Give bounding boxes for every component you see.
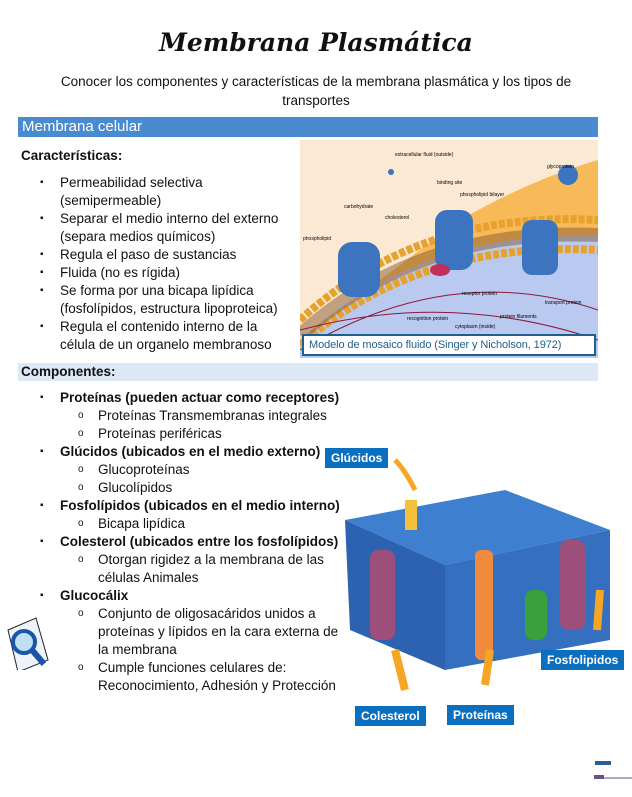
characteristics-list [40,174,290,354]
component-subitem: o Proteínas Transmembranas integrales [40,407,350,425]
figure-caption: Modelo de mosaico fluido (Singer y Nicholson, 1972) [302,334,596,356]
label-colesterol: Colesterol [355,706,426,726]
section-header-membrana: Membrana celular [18,117,598,137]
label-proteinas: Proteínas [447,705,514,725]
component-subitem: o Cumple funciones celulares de: Reconocimiento, Adhesión y Protección [40,659,350,695]
label-extracellular: extracellular fluid (outside) [395,152,454,158]
label-binding-site: binding site [437,180,463,186]
label-transport: transport protein [545,300,582,306]
label-receptor: receptor protein [462,291,498,297]
component-item: ▪ Fosfolípidos (ubicados en el medio interno) [40,497,350,515]
label-phospholipid: phospholipid [303,236,332,242]
label-glycoprotein: glycoprotein [547,164,574,170]
list-item: ▪ Separar el medio interno del externo (separa medios químicos) [40,210,290,246]
fluid-mosaic-figure [300,140,598,358]
page-corner-decoration [594,755,632,790]
label-carbohydrate: carbohydrate [344,204,374,210]
membrane-illustration [300,140,598,358]
list-item: ▪ Regula el contenido interno de la célula de un organelo membranoso [40,318,290,354]
page-subtitle: Conocer los componentes y características de la membrana plasmática y los tipos de transportes [60,74,572,108]
label-glucidos: Glúcidos [325,448,388,468]
list-item: ▪ Permeabilidad selectiva (semipermeable) [40,174,290,210]
list-item: ▪ Se forma por una bicapa lipídica (fosfolípidos, estructura lipoproteica) [40,282,290,318]
label-filaments: protein filaments [500,314,537,320]
label-recognition: recognition protein [407,316,449,322]
membrane-3d-illustration [325,440,625,730]
magnifier-icon [6,610,51,675]
component-subitem: o Glucolípidos [40,479,350,497]
component-subitem: o Proteínas periféricas [40,425,350,443]
component-subitem: o Conjunto de oligosacáridos unidos a proteínas y lípidos en la cara externa de la membrana [40,605,350,659]
component-item: ▪ Glucocálix [40,587,350,605]
label-cholesterol: cholesterol [385,215,410,221]
label-cytoplasm: cytoplasm (inside) [455,324,496,330]
page-title: Membrana Plasmática [159,28,473,57]
component-item: ▪ Colesterol (ubicados entre los fosfolípidos) [40,533,350,551]
label-bilayer: phospholipid bilayer [460,192,505,198]
characteristics-label: Características: [21,148,123,163]
components-list [40,389,350,695]
component-subitem: o Otorgan rigidez a la membrana de las células Animales [40,551,350,587]
list-item: ▪ Regula el paso de sustancias [40,246,290,264]
list-item: ▪ Fluida (no es rígida) [40,264,290,282]
component-subitem: o Glucoproteínas [40,461,350,479]
component-subitem: o Bicapa lipídica [40,515,350,533]
label-fosfolipidos: Fosfolipidos [541,650,624,670]
component-item: ▪ Glúcidos (ubicados en el medio externo) [40,443,350,461]
membrane-components-figure [325,440,625,730]
section-header-componentes: Componentes: [18,363,598,381]
component-item: ▪ Proteínas (pueden actuar como receptores) [40,389,350,407]
